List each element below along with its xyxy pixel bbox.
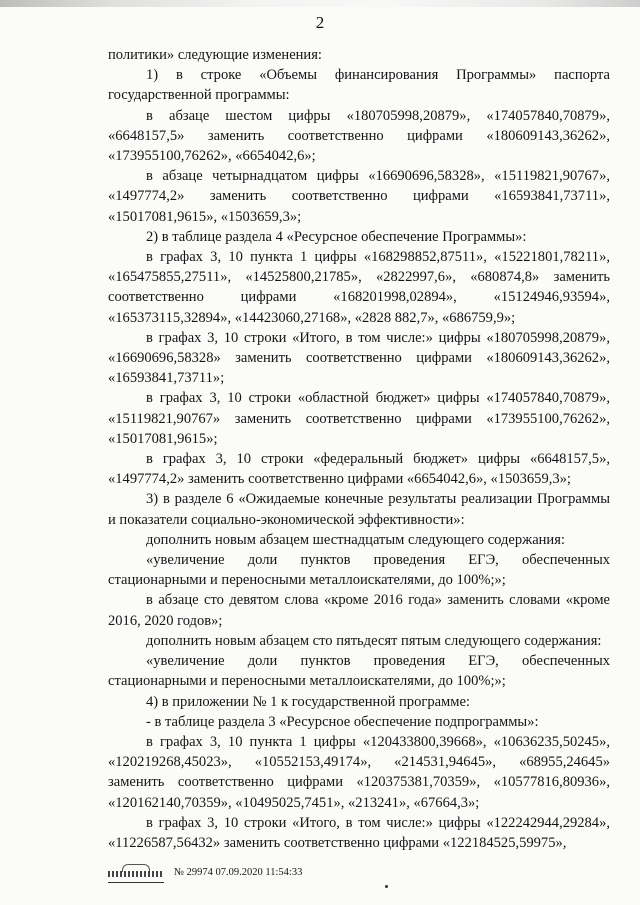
- scan-dot: [385, 885, 388, 888]
- scan-edge-shadow: [0, 0, 640, 7]
- paragraph-18: в графах 3, 10 пункта 1 цифры «120433800,39668», «10636235,50245», «120219268,45023», «10552153,49174», «214531,94645», «68955,24645» заменить соответственно цифрами «120375381,70359», «10577816,80936», «120162140,70359», «10495025,7451», «213241», «67664,3»;: [108, 733, 610, 811]
- paragraph-5: 2) в таблице раздела 4 «Ресурсное обеспечение Программы»:: [146, 228, 527, 245]
- paragraph-4: в абзаце четырнадцатом цифры «16690696,58328», «15119821,90767», «1497774,2» заменить соответственно цифрами «16593841,73711», «15017081,9615», «1503659,3»;: [108, 168, 610, 225]
- paragraph-15: «увеличение доли пунктов проведения ЕГЭ, обеспеченных стационарными и переносными металлоискателями, до 100%;»;: [108, 653, 610, 690]
- page-number: 2: [315, 13, 325, 32]
- paragraph-19: в графах 3, 10 строки «Итого, в том числе:» цифры «122242944,29284», «11226587,56432» заменить соответственно цифрами «122184525,59975»,: [108, 814, 610, 851]
- registration-code: № 29974 07.09.2020 11:54:33: [174, 866, 303, 878]
- paragraph-17: - в таблице раздела 3 «Ресурсное обеспечение подпрограммы»:: [146, 713, 539, 730]
- paragraph-12: «увеличение доли пунктов проведения ЕГЭ, обеспеченных стационарными и переносными металлоискателями, до 100%;»;: [108, 552, 610, 589]
- paragraph-6: в графах 3, 10 пункта 1 цифры «168298852,87511», «15221801,78211», «165475855,27511», «14525800,21785», «2822997,6», «680874,8» заменить соответственно цифрами «168201998,02894», «15124946,93594», «165373115,32894», «14423060,27168», «2828 882,7», «686759,9»;: [108, 249, 610, 326]
- paragraph-10: 3) в разделе 6 «Ожидаемые конечные результаты реализации Программы и показатели социально-экономической эффективности»:: [108, 491, 610, 528]
- paragraph-1: политики» следующие изменения:: [108, 47, 322, 63]
- archive-stamp-icon: [108, 862, 164, 883]
- document-body: [108, 45, 610, 853]
- document-footer: [108, 862, 302, 882]
- paragraph-2: 1) в строке «Объемы финансирования Программы» паспорта государственной программы:: [108, 67, 610, 104]
- paragraph-8: в графах 3, 10 строки «областной бюджет» цифры «174057840,70879», «15119821,90767» заменить соответственно цифрами «173955100,76262», «15017081,9615»;: [108, 390, 610, 447]
- paragraph-14: дополнить новым абзацем сто пятьдесят пятым следующего содержания:: [146, 632, 602, 649]
- paragraph-16: 4) в приложении № 1 к государственной программе:: [146, 693, 470, 710]
- paragraph-13: в абзаце сто девятом слова «кроме 2016 года» заменить словами «кроме 2016, 2020 годов»;: [108, 592, 610, 629]
- paragraph-7: в графах 3, 10 строки «Итого, в том числе:» цифры «180705998,20879», «16690696,58328» заменить соответственно цифрами «180609143,36262», «16593841,73711»;: [108, 329, 610, 387]
- paragraph-3: в абзаце шестом цифры «180705998,20879», «174057840,70879», «6648157,5» заменить соответственно цифрами «180609143,36262», «173955100,76262», «6654042,6»;: [108, 107, 610, 165]
- paragraph-11: дополнить новым абзацем шестнадцатым следующего содержания:: [146, 531, 565, 548]
- paragraph-9: в графах 3, 10 строки «федеральный бюджет» цифры «6648157,5», «1497774,2» заменить соответственно цифрами «6654042,6», «1503659,3»;: [108, 451, 610, 488]
